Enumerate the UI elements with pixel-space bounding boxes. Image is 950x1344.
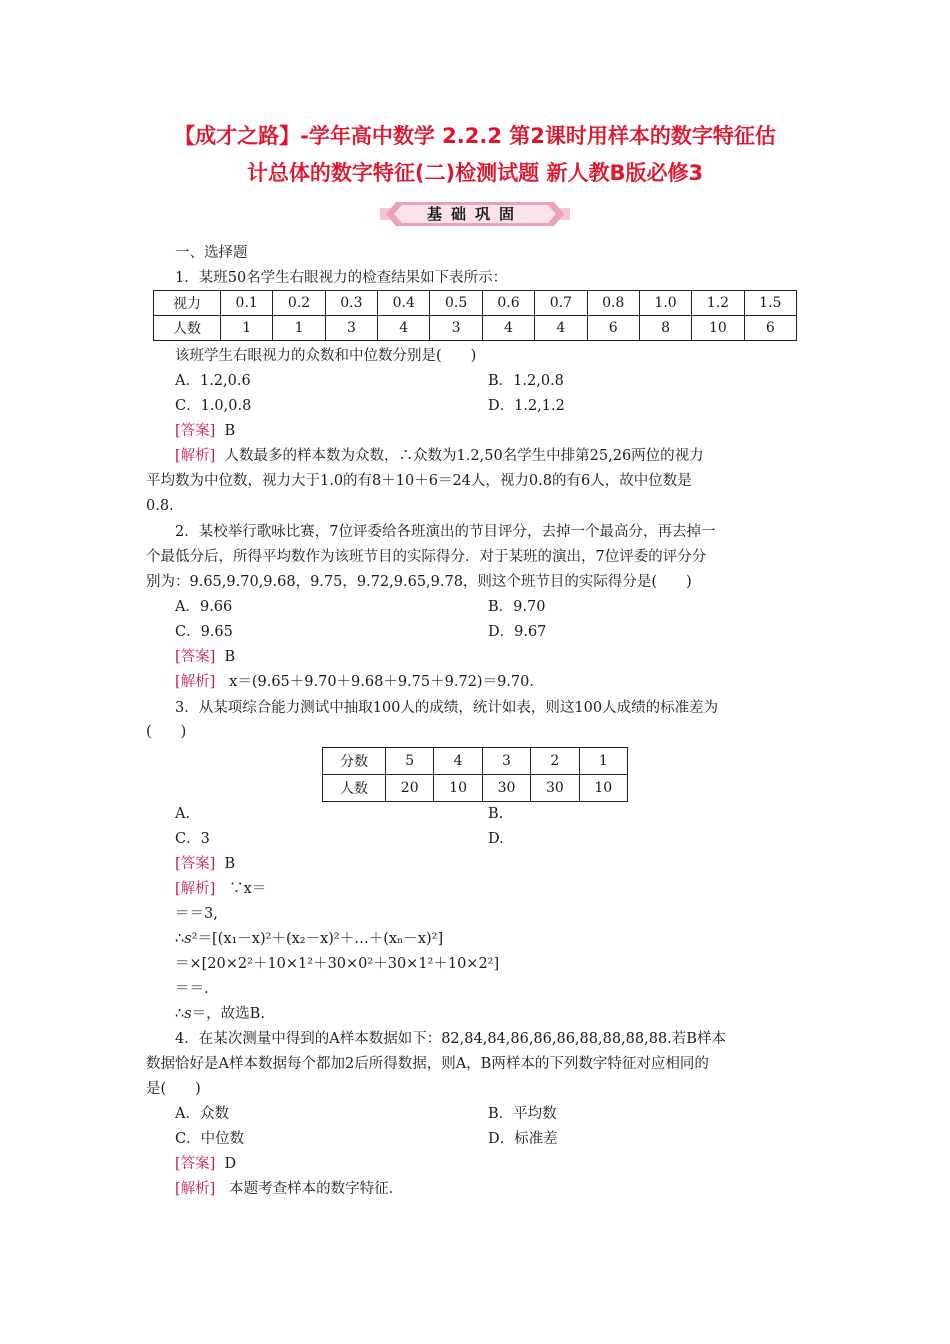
std-symbol: s xyxy=(184,1006,192,1022)
table-cell: 3 xyxy=(325,316,377,341)
q1-analysis-line-3: 0.8. xyxy=(146,498,174,514)
analysis-tag: [解析] xyxy=(175,448,216,464)
q1-option-a: A．1.2,0.6 xyxy=(175,373,251,389)
q3-stem-line-1: 3．从某项综合能力测试中抽取100人的成绩，统计如表，则这100人成绩的标准差为 xyxy=(175,700,719,716)
table-cell: 分数 xyxy=(323,748,386,775)
table-cell: 20 xyxy=(386,775,434,802)
section-banner xyxy=(380,202,570,226)
table-cell: 10 xyxy=(579,775,627,802)
q1-analysis-line-2: 平均数为中位数，视力大于1.0的有8＋10＋6＝24人，视力0.8的有6人，故中位数是 xyxy=(146,473,692,489)
table-cell: 4 xyxy=(434,748,482,775)
table-cell: 10 xyxy=(434,775,482,802)
q3-analysis-line-2: ＝＝3, xyxy=(175,906,218,922)
table-cell: 5 xyxy=(386,748,434,775)
q3-analysis-line-5: ＝＝. xyxy=(175,981,209,997)
q4-option-c: C．中位数 xyxy=(175,1131,245,1147)
q3-option-a: A. xyxy=(175,806,191,822)
table-row xyxy=(323,775,628,802)
q4-option-d: D．标准差 xyxy=(488,1131,558,1147)
q1-answer xyxy=(175,421,235,441)
table-cell: 1.2 xyxy=(692,291,744,316)
q1-option-c: C．1.0,0.8 xyxy=(175,398,252,414)
variance-formula: ²＝[(x₁－x)²＋(x₂－x)²＋…＋(xₙ－x)²] xyxy=(191,931,444,947)
q2-option-a: A．9.66 xyxy=(175,599,233,615)
analysis-text: x＝(9.65＋9.70＋9.68＋9.75＋9.72)＝9.70. xyxy=(229,674,534,690)
q2-stem-line-1: 2．某校举行歌咏比赛，7位评委给各班演出的节目评分，去掉一个最高分，再去掉一 xyxy=(175,524,716,540)
therefore-symbol: ∴ xyxy=(175,931,185,947)
table-cell: 0.1 xyxy=(221,291,273,316)
variance-symbol: s xyxy=(184,931,192,947)
table-cell: 0.6 xyxy=(482,291,534,316)
table-cell: 4 xyxy=(535,316,587,341)
section-heading: 一、选择题 xyxy=(175,245,248,261)
q3-option-d: D. xyxy=(488,831,504,847)
q4-analysis xyxy=(175,1179,403,1199)
table-cell: 1 xyxy=(221,316,273,341)
q3-analysis-line-6 xyxy=(175,1004,265,1024)
q2-analysis xyxy=(175,672,534,692)
analysis-tag: [解析] xyxy=(175,1181,216,1197)
q2-stem-line-2: 个最低分后，所得平均数作为该班节目的实际得分．对于某班的演出，7位评委的评分分 xyxy=(146,549,707,565)
banner-title: 基础巩固 xyxy=(426,205,523,223)
answer-tag: [答案] xyxy=(175,1156,216,1172)
q2-option-c: C．9.65 xyxy=(175,624,233,640)
analysis-tag: [解析] xyxy=(175,881,216,897)
table-cell: 0.5 xyxy=(430,291,482,316)
q3-answer xyxy=(175,854,235,874)
table-row xyxy=(154,291,797,316)
q1-analysis xyxy=(175,446,704,466)
table-cell: 30 xyxy=(482,775,530,802)
table-cell: 3 xyxy=(482,748,530,775)
table-cell: 4 xyxy=(482,316,534,341)
document-title xyxy=(120,118,830,192)
answer-value: B xyxy=(224,649,236,665)
q4-stem-line-1: 4．在某次测量中得到的A样本数据如下：82,84,84,86,86,86,88,88,88,88.若B样本 xyxy=(175,1031,726,1047)
table-cell: 4 xyxy=(378,316,430,341)
answer-value: B xyxy=(224,856,236,872)
table-cell: 0.2 xyxy=(273,291,325,316)
table-cell: 0.3 xyxy=(325,291,377,316)
table-cell: 人数 xyxy=(154,316,221,341)
table-cell: 1.5 xyxy=(744,291,796,316)
q1-option-b: B．1.2,0.8 xyxy=(488,373,564,389)
table-cell: 30 xyxy=(531,775,579,802)
table-cell: 10 xyxy=(692,316,744,341)
q4-option-a: A．众数 xyxy=(175,1106,229,1122)
conclusion-text: ＝，故选B. xyxy=(191,1006,265,1022)
answer-value: B xyxy=(224,423,236,439)
table-cell: 8 xyxy=(639,316,691,341)
table-cell: 1.0 xyxy=(639,291,691,316)
table-cell: 0.8 xyxy=(587,291,639,316)
q3-score-table xyxy=(322,747,628,802)
analysis-text: 人数最多的样本数为众数，∴众数为1.2,50名学生中排第25,26两位的视力 xyxy=(224,448,704,464)
table-cell: 6 xyxy=(744,316,796,341)
table-cell: 3 xyxy=(430,316,482,341)
title-line-2: 计总体的数字特征(二)检测试题 新人教B版必修3 xyxy=(246,161,704,185)
table-cell: 1 xyxy=(273,316,325,341)
q4-answer xyxy=(175,1154,236,1174)
answer-tag: [答案] xyxy=(175,649,216,665)
table-row xyxy=(154,316,797,341)
q4-option-b: B．平均数 xyxy=(488,1106,557,1122)
answer-value: D xyxy=(224,1156,237,1172)
q2-option-b: B．9.70 xyxy=(488,599,546,615)
q1-vision-table xyxy=(153,290,797,341)
table-row xyxy=(323,748,628,775)
q3-stem-line-2: ( ) xyxy=(146,724,187,740)
q3-analysis-line-4: ＝×[20×2²＋10×1²＋30×0²＋30×1²＋10×2²] xyxy=(175,956,500,972)
table-cell: 6 xyxy=(587,316,639,341)
table-cell: 0.4 xyxy=(378,291,430,316)
q1-question: 该班学生右眼视力的众数和中位数分别是( ) xyxy=(175,348,477,364)
q4-stem-line-2: 数据恰好是A样本数据每个都加2后所得数据，则A，B两样本的下列数字特征对应相同的 xyxy=(146,1056,709,1072)
q3-option-c: C．3 xyxy=(175,831,210,847)
analysis-text: ∵x＝ xyxy=(229,881,267,897)
q1-option-d: D．1.2,1.2 xyxy=(488,398,565,414)
analysis-tag: [解析] xyxy=(175,674,216,690)
q2-option-d: D．9.67 xyxy=(488,624,547,640)
answer-tag: [答案] xyxy=(175,856,216,872)
q3-analysis-line-3 xyxy=(175,929,443,949)
q3-option-b: B. xyxy=(488,806,504,822)
table-cell: 2 xyxy=(531,748,579,775)
title-line-1: 【成才之路】-学年高中数学 2.2.2 第2课时用样本的数字特征估 xyxy=(174,124,776,148)
table-cell: 0.7 xyxy=(535,291,587,316)
therefore-symbol: ∴ xyxy=(175,1006,185,1022)
q2-stem-line-3: 别为：9.65,9.70,9.68，9.75，9.72,9.65,9.78，则这个班节目的实际得分是( ) xyxy=(146,574,692,590)
q1-stem: 1．某班50名学生右眼视力的检查结果如下表所示： xyxy=(175,270,508,286)
table-cell: 人数 xyxy=(323,775,386,802)
table-cell: 1 xyxy=(579,748,627,775)
q2-answer xyxy=(175,647,235,667)
q3-analysis xyxy=(175,879,266,899)
answer-tag: [答案] xyxy=(175,423,216,439)
analysis-text: 本题考查样本的数字特征． xyxy=(229,1181,404,1197)
q4-stem-line-3: 是( ) xyxy=(146,1081,201,1097)
table-cell: 视力 xyxy=(154,291,221,316)
